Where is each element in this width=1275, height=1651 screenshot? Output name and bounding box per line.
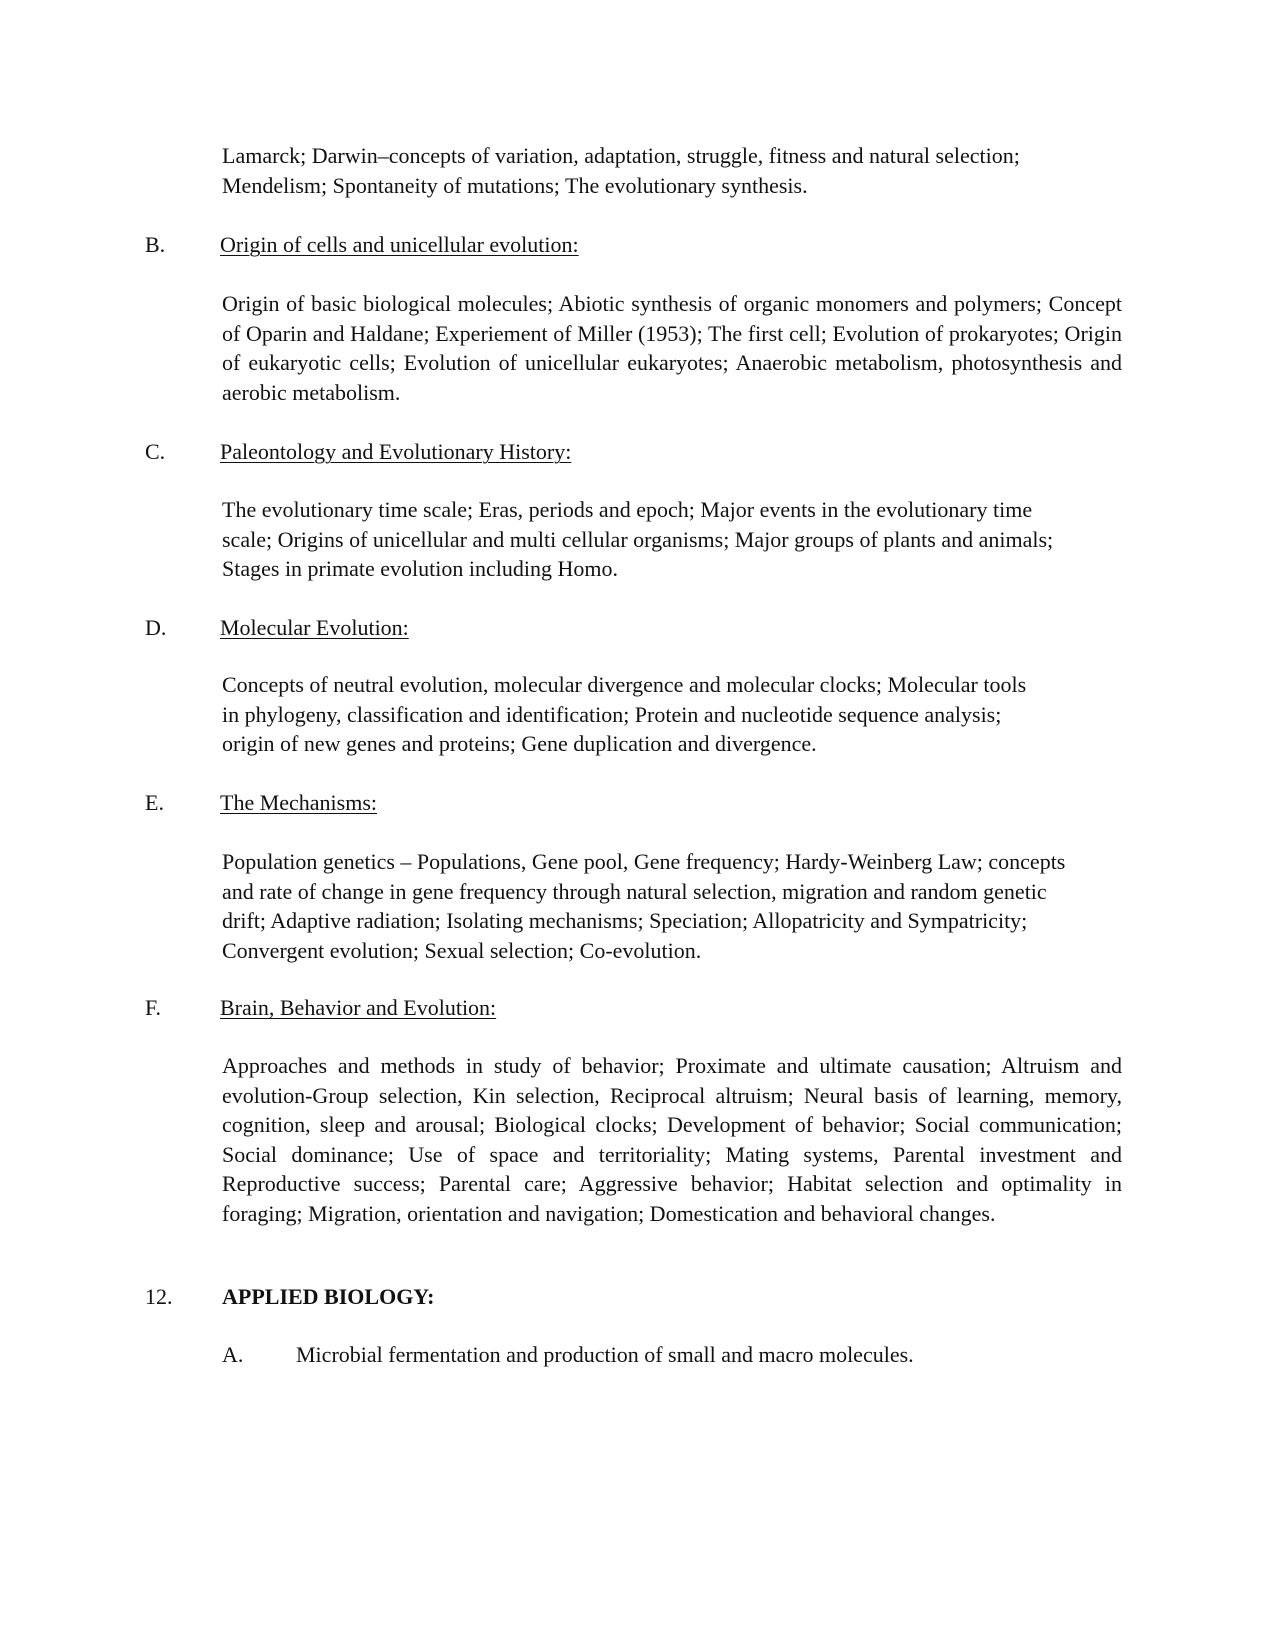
section-e-body: Population genetics – Populations, Gene pool, Gene frequency; Hardy-Weinberg Law; concepts and rate of change in gene frequency through natural selection, migration and random genetic drift; Adaptive radiation; Isolating mechanisms; Speciation; Allopatricity and Sympatricity; Convergent evolution; Sexual selection; Co-evolution. <box>222 849 1066 963</box>
intro-paragraph: Lamarck; Darwin–concepts of variation, adaptation, struggle, fitness and natural selection; Mendelism; Spontaneity of mutations; The evolutionary synthesis. <box>222 143 1020 198</box>
section-d-body: Concepts of neutral evolution, molecular divergence and molecular clocks; Molecular tools in phylogeny, classification and identification; Protein and nucleotide sequence analysis; origin of new genes and proteins; Gene duplication and divergence. <box>222 672 1027 756</box>
unit-item-a-text: Microbial fermentation and production of small and macro molecules. <box>296 1342 914 1367</box>
unit-item-a-letter: A. <box>222 1342 244 1367</box>
unit-title: APPLIED BIOLOGY: <box>222 1284 435 1309</box>
section-f-body: Approaches and methods in study of behavior; Proximate and ultimate causation; Altruism and evolution-Group selection, Kin selection, Reciprocal altruism; Neural basis of learning, memory, cognition, sleep and arousal; Biological clocks; Development of behavior; Social communication; Social dominance; Use of space and territoriality; Mating systems, Parental investment and Reproductive success; Parental care; Aggressive behavior; Habitat selection and optimality in foraging; Migration, orientation and navigation; Domestication and behavioral changes. <box>222 1053 1122 1226</box>
section-f-letter: F. <box>145 995 161 1020</box>
section-b-heading: Origin of cells and unicellular evolution: <box>220 232 579 257</box>
section-e-heading: The Mechanisms: <box>220 790 378 815</box>
section-b-body: Origin of basic biological molecules; Abiotic synthesis of organic monomers and polymers; Concept of Oparin and Haldane; Experiement of Miller (1953); The first cell; Evolution of prokaryotes; Origin of eukaryotic cells; Evolution of unicellular eukaryotes; Anaerobic metabolism, photosynthesis and aerobic metabolism. <box>222 291 1122 405</box>
section-c-heading: Paleontology and Evolutionary History: <box>220 439 572 464</box>
section-c-letter: C. <box>145 439 166 464</box>
section-d-letter: D. <box>145 615 167 640</box>
unit-number: 12. <box>145 1284 173 1309</box>
section-b-letter: B. <box>145 232 166 257</box>
section-c-body: The evolutionary time scale; Eras, periods and epoch; Major events in the evolutionary time scale; Origins of unicellular and multi cellular organisms; Major groups of plants and animals; Stages in primate evolution including Homo. <box>222 497 1054 581</box>
section-f-heading: Brain, Behavior and Evolution: <box>220 995 497 1020</box>
section-d-heading: Molecular Evolution: <box>220 615 409 640</box>
section-e-letter: E. <box>145 790 164 815</box>
